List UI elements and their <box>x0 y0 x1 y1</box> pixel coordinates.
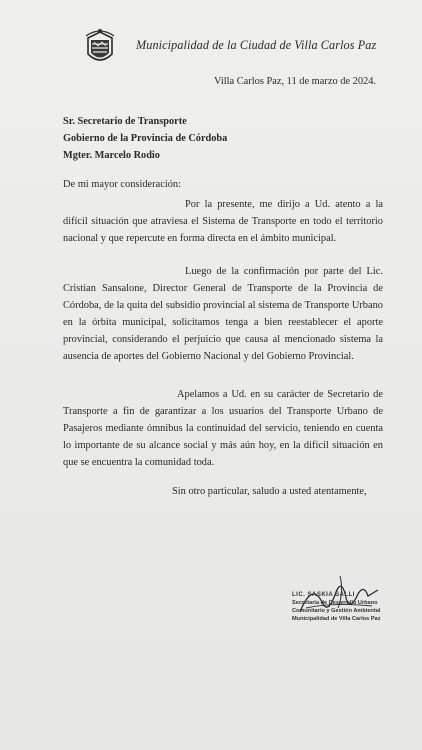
closing-line: Sin otro particular, saludo a usted atentamente, <box>172 486 367 497</box>
recipient-organization: Gobierno de la Provincia de Córdoba <box>63 133 228 144</box>
signatory-department: Comunitario y Gestión Ambiental <box>292 608 381 614</box>
letter-date: Villa Carlos Paz, 11 de marzo de 2024. <box>214 76 377 87</box>
recipient-block <box>63 113 227 164</box>
body-paragraph: Apelamos a Ud. en su carácter de Secretario de Transporte a fin de garantizar a los usuarios del Transporte Urbano de Pasajeros mediante ómnibus la continuidad del servicio, teniendo en cuenta lo importante de su alcance social y más aún hoy, en la difícil situación en que se encuentra la comunidad toda. <box>63 389 383 469</box>
body-paragraph: Luego de la confirmación por parte del Lic. Cristian Sansalone, Director General de Transporte de la Provincia de Córdoba, de la quita del subsidio provincial al sistema de Transporte Urbano en la órbita municipal, solicitamos tenga a bien reestablecer el aporte provincial, considerando el perjuicio que causa al mencionado sistema la ausencia de aportes del Gobierno Nacional y del Gobierno Provincial. <box>63 266 383 363</box>
municipality-name: Municipalidad de la Ciudad de Villa Carlos Paz <box>136 38 377 52</box>
signatory-municipality: Municipalidad de Villa Carlos Paz <box>292 616 381 622</box>
body-paragraph: Por la presente, me dirijo a Ud. atento a la difícil situación que atraviesa el Sistema de Transporte en todo el territorio nacional y que repercute en forma directa en el ámbito municipal. <box>63 199 383 245</box>
municipal-coat-of-arms-icon <box>84 28 116 68</box>
signatory-name: LIC. SASKIA SALLI <box>292 592 355 598</box>
salutation: De mi mayor consideración: <box>63 179 182 190</box>
letterhead <box>84 28 384 68</box>
recipient-name: Mgter. Marcelo Rodio <box>63 150 160 161</box>
recipient-title: Sr. Secretario de Transporte <box>63 116 187 127</box>
signatory-position: Secretaria de Desarrollo Urbano <box>292 600 378 606</box>
signature-stamp <box>292 591 381 623</box>
